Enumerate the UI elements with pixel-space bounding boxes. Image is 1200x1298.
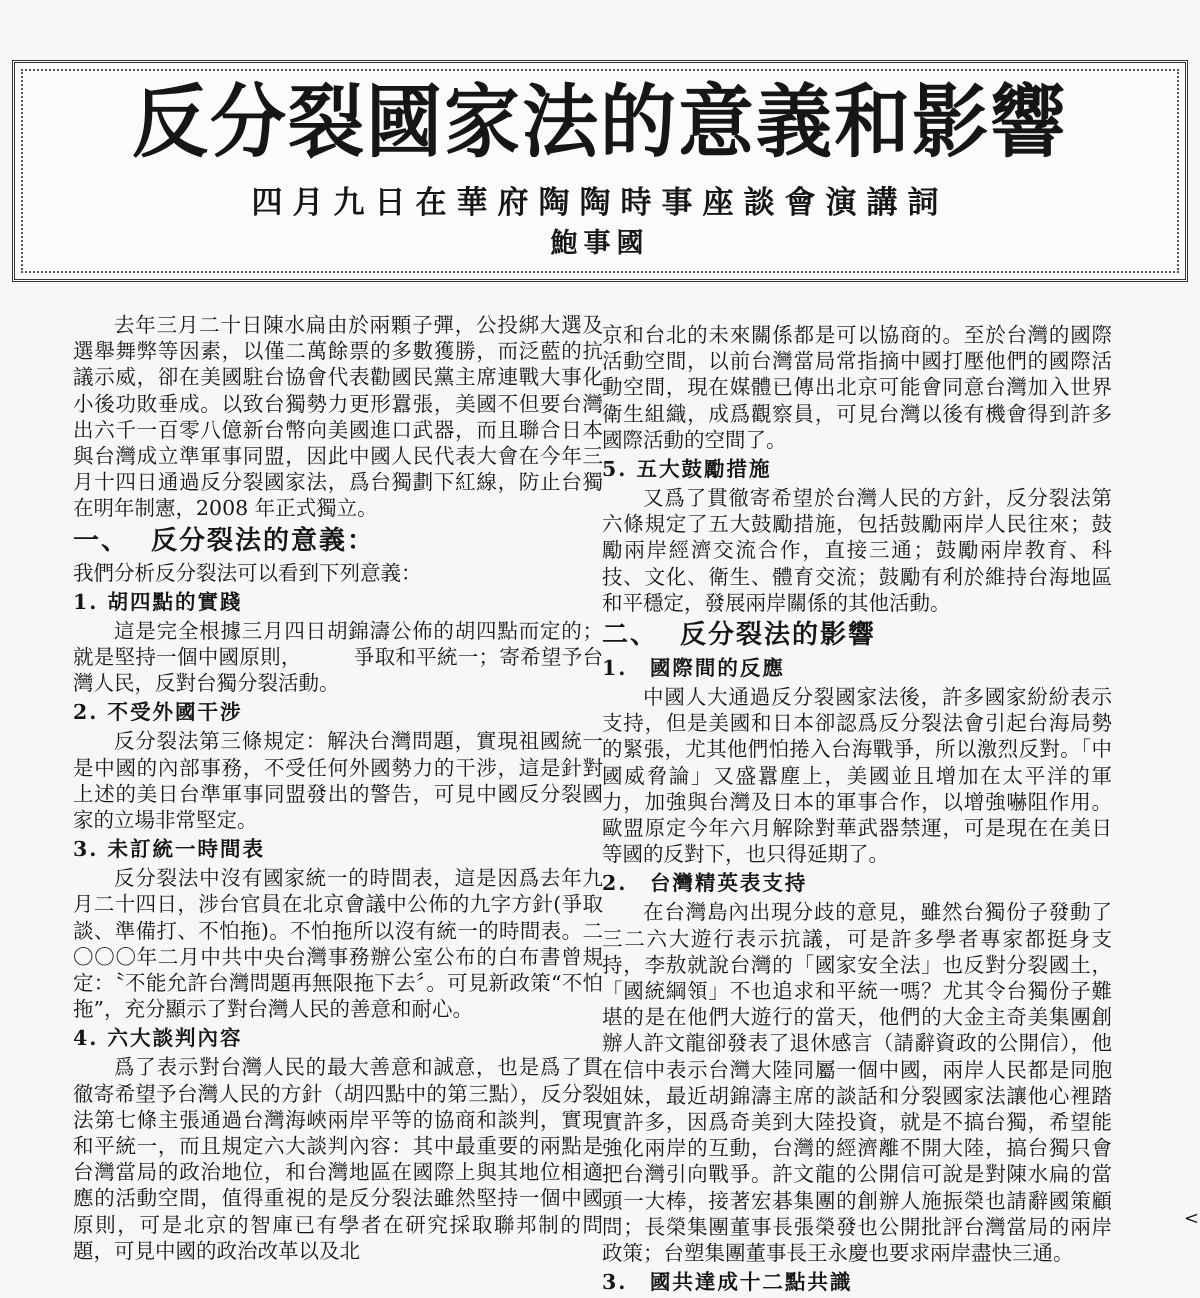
- section-1-title: 反分裂法的意義：: [151, 525, 376, 556]
- continued-paragraph: 京和台北的未來關係都是可以協商的。至於台灣的國際活動空間，以前台灣當局常指摘中國打壓他們的國際活動空間，現在媒體已傳出北京可能會同意台灣加入世界衛生組織，成爲觀察員，可見台灣以後有機會得到許多國際活動的空間了。: [602, 323, 1112, 452]
- margin-mark: <: [1184, 1208, 1200, 1229]
- section-2-heading: [602, 618, 1112, 652]
- section-1-lead: 我們分析反分裂法可以看到下列意義：: [73, 560, 422, 585]
- item-4-heading: 4. 六大談判內容: [73, 1026, 243, 1051]
- item-2-heading: 2. 不受外國干涉: [73, 700, 243, 725]
- impact-2-heading: 2. 台灣精英表支持: [602, 871, 808, 896]
- item-5-heading: 5. 五大鼓勵措施: [602, 457, 772, 482]
- article-title: 反分裂國家法的意義和影響: [132, 74, 1068, 169]
- item-1-body: 這是完全根據三月四日胡錦濤公佈的胡四點而定的；就是堅持一個中國原則， 爭取和平統一；寄希望予台灣人民，反對台獨分裂活動。: [73, 618, 603, 696]
- item-5-body: 又爲了貫徹寄希望於台灣人民的方針，反分裂法第六條規定了五大鼓勵措施，包括鼓勵兩岸人民往來；鼓勵兩岸經濟交流合作，直接三通；鼓勵兩岸教育、科技、文化、衛生、體育交流；鼓勵有利於維持台海地區和平穩定，發展兩岸關係的其他活動。: [602, 486, 1112, 615]
- impact-1-body: 中國人大通過反分裂國家法後，許多國家紛紛表示支持，但是美國和日本卻認爲反分裂法會引起台海局勢的緊張，尤其他們怕捲入台海戰爭，所以激烈反對。「中國威脅論」又盛囂塵上，美國並且增加在太平洋的軍力，加強與台灣及日本的軍事合作，以增強嚇阻作用。歐盟原定今年六月解除對華武器禁運，可是現在在美日等國的反對下，也只得延期了。: [602, 685, 1112, 867]
- article-subtitle: 四月九日在華府陶陶時事座談會演講詞: [251, 185, 949, 221]
- section-1-heading: [73, 524, 603, 558]
- impact-1-heading: 1. 國際間的反應: [602, 656, 785, 681]
- section-2-number: 二、: [602, 620, 659, 651]
- intro-paragraph: 去年三月二十日陳水扁由於兩顆子彈，公投綁大選及選舉舞弊等因素，以僅二萬餘票的多數獲勝，而泛藍的抗議示威，卻在美國駐台協會代表勸國民黨主席連戰大事化小後功敗垂成。以致台獨勢力更形囂張，美國不但要台灣出六千一百零八億新台幣向美國進口武器，而且聯合日本與台灣成立準軍事同盟，因此中國人民代表大會在今年三月十四日通過反分裂國家法，爲台獨劃下紅線，防止台獨在明年制憲，2008 年正式獨立。: [73, 313, 603, 521]
- item-4-body: 爲了表示對台灣人民的最大善意和誠意，也是爲了貫徹寄希望予台灣人民的方針（胡四點中的第三點），反分裂法第七條主張通過台灣海峽兩岸平等的協商和談判，實現和平統一，而且規定六大談判內容：其中最重要的兩點是台灣當局的政治地位，和台灣地區在國際上與其地位相適應的活動空間，值得重視的是反分裂法雖然堅持一個中國原則，可是北京的智庫已有學者在研究採取聯邦制的問題，可見中國的政治改革以及北: [73, 1055, 603, 1263]
- right-column: [602, 322, 1112, 1298]
- left-column: [73, 312, 603, 1264]
- item-1-heading: 1. 胡四點的實踐: [73, 589, 243, 614]
- article-author: 鮑事國: [550, 228, 650, 259]
- section-1-number: 一、: [73, 525, 130, 556]
- item-3-heading: 3. 未訂統一時間表: [73, 837, 266, 862]
- impact-2-body: 在台灣島內出現分歧的意見，雖然台獨份子發動了三二六大遊行表示抗議，可是許多學者專家都挺身支持，李敖就說台灣的「國家安全法」也反對分裂國土，「國統綱領」不也追求和平統一嗎？尤其令台獨份子難堪的是在他們大遊行的當天，他們的大金主奇美集團創辦人許文龍卻發表了退休感言（請辭資政的公開信），他在信中表示台灣大陸同屬一個中國，兩岸人民都是同胞姐妹，最近胡錦濤主席的談話和分裂國家法讓他心裡踏實許多，因爲奇美到大陸投資，就是不搞台獨，希望能強化兩岸的互動，台灣的經濟離不開大陸，搞台獨只會把台灣引向戰爭。許文龍的公開信可說是對陳水扁的當頭一大棒，接著宏碁集團的創辦人施振榮也請辭國策顧問；長榮集團董事長張榮發也公開批評台灣當局的兩岸政策；台塑集團董事長王永慶也要求兩岸盡快三通。: [602, 900, 1112, 1266]
- item-2-body: 反分裂法第三條規定：解決台灣問題，實現祖國統一是中國的內部事務，不受任何外國勢力的干涉，這是針對上述的美日台準軍事同盟發出的警告，可見中國反分裂國家的立場非常堅定。: [73, 729, 603, 833]
- section-2-title: 反分裂法的影響: [680, 620, 877, 651]
- item-3-body: 反分裂法中沒有國家統一的時間表，這是因爲去年九月二十四日，涉台官員在北京會議中公佈的九字方針(爭取談、準備打、不怕拖)。不怕拖所以沒有統一的時間表。二〇〇〇年二月中共中央台灣事務辦公室公布的白布書曾規定：〝不能允許台灣問題再無限拖下去〞。可見新政策“不怕拖”，充分顯示了對台灣人民的善意和耐心。: [73, 866, 603, 1022]
- impact-3-heading: 3. 國共達成十二點共識: [602, 1270, 853, 1295]
